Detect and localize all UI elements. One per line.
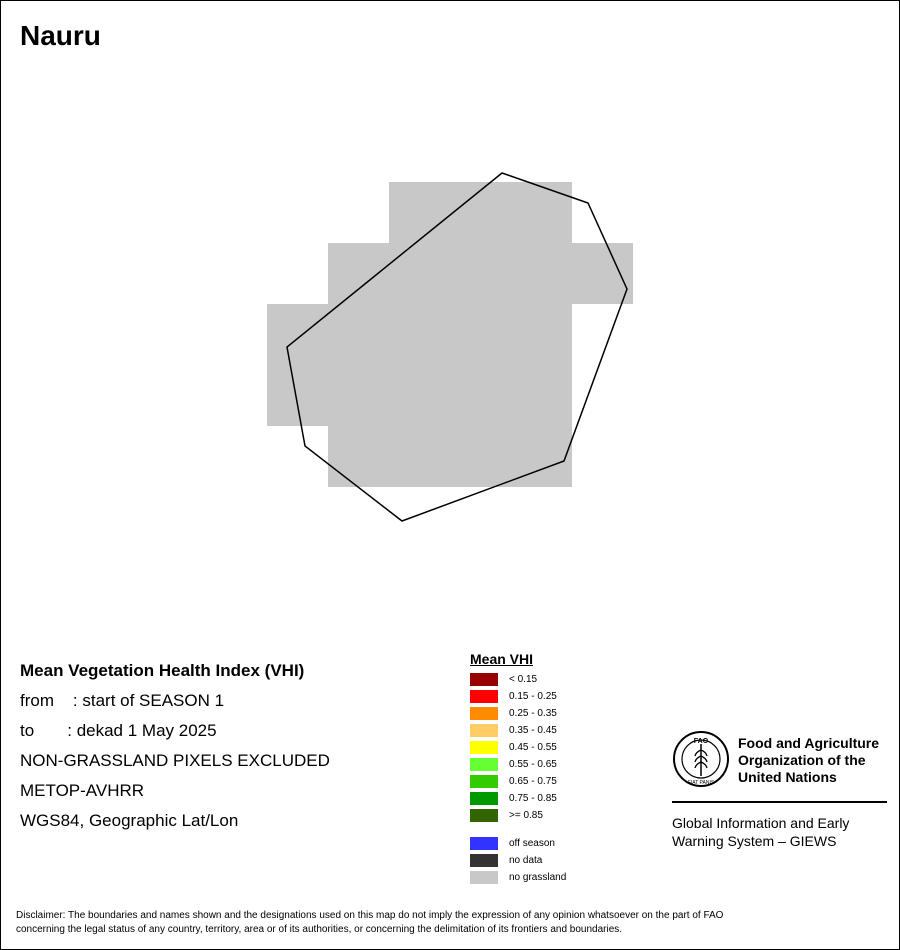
legend-class-label: >= 0.85 (509, 810, 543, 821)
legend-title: Mean VHI (470, 651, 534, 667)
legend-class-item (470, 671, 566, 688)
to-value: : dekad 1 May 2025 (67, 721, 217, 740)
giews-line-1: Global Information and Early (672, 815, 850, 831)
legend-extra-label: off season (509, 838, 555, 849)
legend-class-label: < 0.15 (509, 674, 538, 685)
legend-class-item (470, 739, 566, 756)
legend-extra-label: no grassland (509, 872, 567, 883)
legend-class-item (470, 756, 566, 773)
legend-class-swatch (470, 741, 498, 754)
legend-classes (470, 671, 566, 824)
fao-name (738, 735, 898, 786)
seal-motto: FIAT PANIS (687, 780, 715, 786)
from-row (20, 686, 330, 716)
map-title: Nauru (20, 20, 101, 51)
legend-class-label: 0.65 - 0.75 (509, 776, 557, 787)
to-label: to (20, 721, 35, 740)
legend-class-label: 0.15 - 0.25 (509, 691, 557, 702)
to-row (20, 716, 330, 746)
from-label: from (20, 691, 54, 710)
fao-seal-icon (672, 730, 730, 788)
legend-class-label: 0.35 - 0.45 (509, 725, 557, 736)
legend (470, 651, 566, 886)
legend-class-swatch (470, 809, 498, 822)
disclaimer-line-2: concerning the legal status of any country, territory, area or of its authorities, or concerning the delimitation of its frontiers and boundaries. (16, 924, 623, 935)
legend-class-swatch (470, 690, 498, 703)
org-line-3: United Nations (738, 769, 837, 785)
disclaimer (16, 909, 886, 937)
no-grassland-pixel (328, 426, 572, 487)
legend-class-item (470, 773, 566, 790)
no-grassland-pixel (267, 304, 572, 365)
no-grassland-pixel (267, 365, 572, 426)
grassland-pixels (267, 182, 633, 487)
legend-class-item (470, 705, 566, 722)
no-grassland-pixel (328, 243, 633, 304)
legend-class-swatch (470, 792, 498, 805)
legend-extra-item (470, 835, 566, 852)
legend-extra-item (470, 852, 566, 869)
legend-extra-swatch (470, 854, 498, 867)
map-info (20, 656, 330, 836)
org-line-2: Organization of the (738, 752, 866, 768)
legend-extra-swatch (470, 837, 498, 850)
from-value: : start of SEASON 1 (72, 691, 225, 710)
seal-text: FAO (693, 738, 709, 745)
legend-class-swatch (470, 707, 498, 720)
legend-class-item (470, 688, 566, 705)
sensor-note: METOP-AVHRR (20, 781, 145, 800)
legend-class-item (470, 722, 566, 739)
legend-class-swatch (470, 775, 498, 788)
projection-note: WGS84, Geographic Lat/Lon (20, 811, 239, 830)
logo-divider (672, 801, 887, 803)
giews-name (672, 814, 892, 850)
legend-class-label: 0.25 - 0.35 (509, 708, 557, 719)
legend-class-label: 0.55 - 0.65 (509, 759, 557, 770)
legend-class-swatch (470, 758, 498, 771)
disclaimer-line-1: Disclaimer: The boundaries and names shown and the designations used on this map do not imply the expression of any opinion whatsoever on the part of FAO (16, 910, 724, 921)
index-heading: Mean Vegetation Health Index (VHI) (20, 661, 305, 680)
pixels-note: NON-GRASSLAND PIXELS EXCLUDED (20, 751, 330, 770)
legend-class-label: 0.75 - 0.85 (509, 793, 557, 804)
legend-extra-label: no data (509, 855, 543, 866)
giews-line-2: Warning System – GIEWS (672, 833, 837, 849)
legend-class-item (470, 790, 566, 807)
legend-class-label: 0.45 - 0.55 (509, 742, 557, 753)
legend-extra (470, 835, 566, 886)
legend-class-swatch (470, 724, 498, 737)
legend-extra-item (470, 869, 566, 886)
legend-class-swatch (470, 673, 498, 686)
legend-class-item (470, 807, 566, 824)
legend-extra-swatch (470, 871, 498, 884)
org-line-1: Food and Agriculture (738, 735, 880, 751)
